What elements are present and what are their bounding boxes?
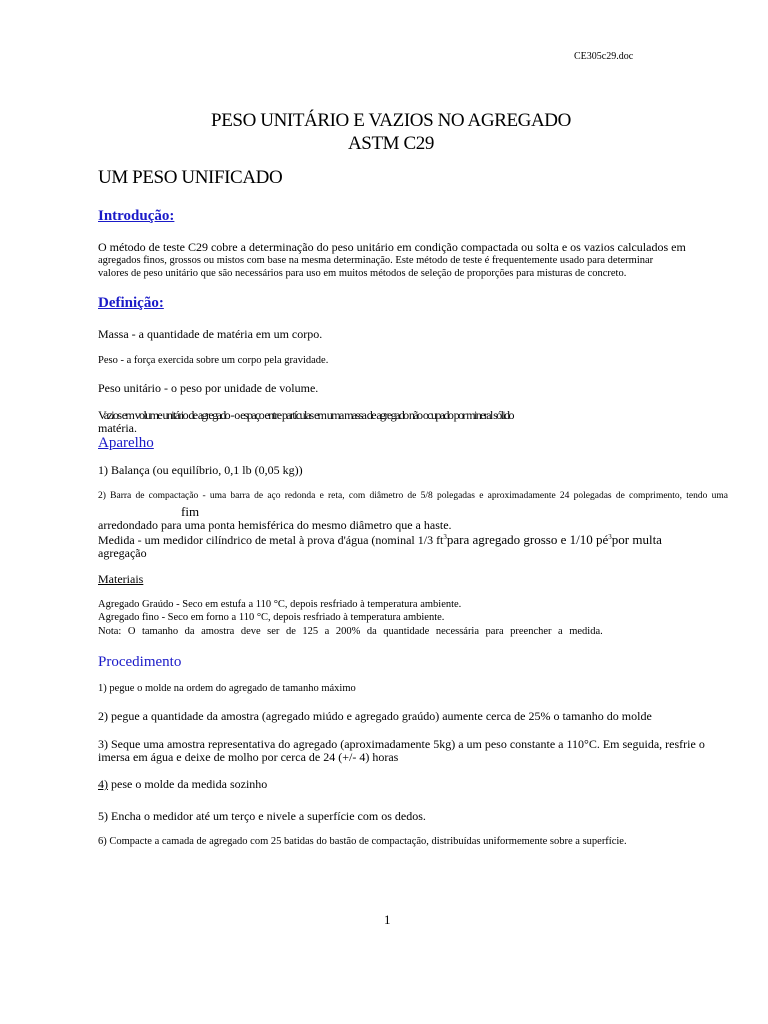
apparatus-item-2-line-2: arredondado para uma ponta hemisférica do mesmo diâmetro que a haste. <box>98 518 452 532</box>
materials-nota-word: 200% <box>335 626 361 637</box>
apparatus-item-2-word: de <box>615 491 625 501</box>
materials-nota-word: a <box>324 626 330 637</box>
page-subtitle: UM PESO UNIFICADO <box>98 167 283 188</box>
apparatus-item-2-fim: fim <box>181 504 200 519</box>
apparatus-item-2-word: 24 <box>559 491 570 501</box>
materials-nota-word: tamanho <box>141 626 179 637</box>
intro-heading: Introdução: <box>98 208 175 224</box>
apparatus-item-2-word: tendo <box>686 491 708 501</box>
apparatus-item-2-word: com <box>348 491 366 501</box>
materials-nota-word: ser <box>267 626 280 637</box>
apparatus-item-2-word: de <box>135 491 145 501</box>
apparatus-item-2-word: 5/8 <box>420 491 433 501</box>
procedure-step-1: 1) pegue o molde na ordem do agregado de tamanho máximo <box>98 683 356 694</box>
materials-nota <box>98 626 603 637</box>
apparatus-item-2-word: aproximadamente <box>487 491 556 501</box>
page-title-standard: ASTM C29 <box>347 133 434 154</box>
materials-nota-word: deve <box>240 626 261 637</box>
definition-vazios-line-2: matéria. <box>98 421 137 435</box>
materials-nota-word: necessária <box>435 626 480 637</box>
apparatus-item-2-word: de <box>254 491 264 501</box>
apparatus-item-2-word: de <box>407 491 417 501</box>
procedure-step-2: 2) pegue a quantidade da amostra (agregado miúdo e agregado graúdo) aumente cerca de 25% o tamanho do molde <box>98 709 652 723</box>
apparatus-heading: Aparelho <box>98 435 154 451</box>
apparatus-item-3-line-1: Medida - um medidor cilíndrico de metal à prova d'água (nominal 1/3 $ft^3para$ agregado grosso e 1/10 $pé^3por$ multa <box>98 532 662 547</box>
intro-line-1: O método de teste C29 cobre a determinação do peso unitário em condição compactada ou solta e os vazios calculados em <box>98 240 686 254</box>
page-title: PESO UNITÁRIO E VAZIOS NO AGREGADO <box>211 110 571 131</box>
apparatus-item-2-word: barra <box>230 491 250 501</box>
materials-heading: Materiais <box>98 572 144 586</box>
procedure-step-5: 5) Encha o medidor até um terço e nivele a superfície com os dedos. <box>98 809 426 823</box>
apparatus-item-2-word: compactação <box>148 491 199 501</box>
procedure-step-6: 6) Compacte a camada de agregado com 25 batidas do bastão de compactação, distribuídas uniformemente sobre a superfície. <box>98 836 627 847</box>
intro-line-3: valores de peso unitário que são necessários para uso em muitos métodos de seleção de proporções para misturas de concreto. <box>98 268 627 279</box>
apparatus-item-2-word: aço <box>267 491 281 501</box>
apparatus-item-2-word: 2) <box>98 491 106 501</box>
apparatus-item-2-word: redonda <box>284 491 316 501</box>
apparatus-item-2-word: uma <box>711 491 728 501</box>
materials-nota-word: O <box>127 626 136 637</box>
definition-vazios-line-1: Vazios em volume unitário de agregado - o espaço entre partículas em uma massa de agregado não ocupado por mineral sólido <box>98 408 513 422</box>
materials-nota-word: a <box>558 626 563 637</box>
materials-nota-word: de <box>285 626 296 637</box>
apparatus-item-2-word: uma <box>209 491 227 501</box>
materials-nota-word: para <box>485 626 504 637</box>
apparatus-item-2-word: diâmetro <box>369 491 404 501</box>
materials-fino: Agregado fino - Seco em forno a 110 °C, depois resfriado à temperatura ambiente. <box>98 612 445 623</box>
procedure-step-3-line-2: imersa em água e deixe de molho por cerca de 24 (+/- 4) horas <box>98 750 399 764</box>
apparatus-item-2-line-1 <box>98 491 728 501</box>
procedure-step-4: 4) pese o molde da medida sozinho <box>98 777 268 791</box>
materials-nota-word: 125 <box>302 626 319 637</box>
procedure-step-3-line-1: 3) Seque uma amostra representativa do agregado (aproximadamente 5kg) a um peso constante a 110°C. Em seguida, resfrie o <box>98 737 705 751</box>
materials-nota-word: Nota: <box>98 626 122 637</box>
materials-nota-word: da <box>184 626 195 637</box>
materials-nota-word: preencher <box>510 626 552 637</box>
definition-peso: Peso - a força exercida sobre um corpo pela gravidade. <box>98 355 329 366</box>
apparatus-item-2-word: comprimento, <box>629 491 683 501</box>
materials-nota-word: medida. <box>569 626 603 637</box>
apparatus-item-3-line-2: agregação <box>98 546 147 560</box>
procedure-heading: Procedimento <box>98 654 182 670</box>
page-number: 1 <box>384 912 391 927</box>
materials-graudo: Agregado Graúdo - Seco em estufa a 110 °C, depois resfriado à temperatura ambiente. <box>98 599 462 610</box>
apparatus-item-1: 1) Balança (ou equilíbrio, 0,1 lb (0,05 kg)) <box>98 463 303 477</box>
materials-nota-word: quantidade <box>383 626 430 637</box>
definition-massa: Massa - a quantidade de matéria em um corpo. <box>98 327 323 341</box>
apparatus-item-2-word: e <box>479 491 484 501</box>
apparatus-item-2-word: polegadas <box>436 491 475 501</box>
materials-nota-word: da <box>366 626 377 637</box>
document-filename: CE305c29.doc <box>574 51 634 62</box>
apparatus-item-2-word: polegadas <box>573 491 612 501</box>
definition-peso-unitario: Peso unitário - o peso por unidade de volume. <box>98 381 319 395</box>
materials-nota-word: amostra <box>201 626 235 637</box>
apparatus-item-2-word: - <box>202 491 206 501</box>
intro-line-2: agregados finos, grossos ou mistos com base na mesma determinação. Este método de teste é frequentemente usado para determinar <box>98 255 654 266</box>
definition-heading: Definição: <box>98 295 164 311</box>
apparatus-item-2-word: Barra <box>110 491 132 501</box>
apparatus-item-2-word: e <box>319 491 324 501</box>
apparatus-item-2-word: reta, <box>328 491 345 501</box>
